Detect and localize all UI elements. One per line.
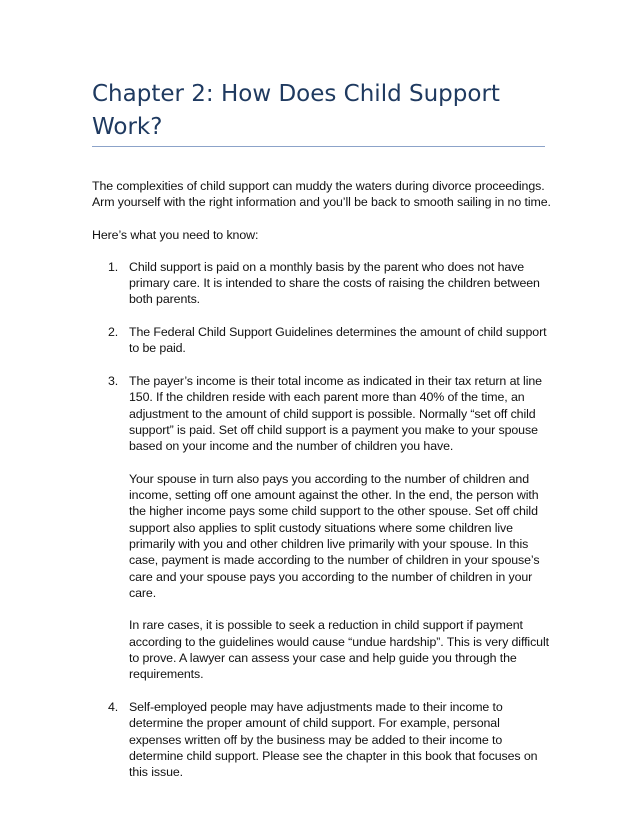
list-item-number: 1. [108, 259, 119, 274]
lead-in-text: Here’s what you need to know: [92, 227, 259, 242]
list-item [92, 324, 552, 357]
chapter-title: Chapter 2: How Does Child Support Work? [92, 81, 500, 140]
list-item-text: In rare cases, it is possible to seek a reduction in child support if payment according to the guidelines would cause “undue hardship”. This is very difficult to prove. A lawyer can assess your case and help guide you through the requirements. [129, 618, 549, 682]
list-item-text: Self-employed people may have adjustments made to their income to determine the proper amount of child support. For example, personal expenses written off by the business may be added to their income to determine child support. Please see the chapter in this book that focuses on this issue. [129, 699, 538, 780]
list-item-text: The payer’s income is their total income as indicated in their tax return at line 150. If the children reside with each parent more than 40% of the time, an adjustment to the amount of child support is possible. Normally “set off child support” is paid. Set off child support is a payment you make to your spouse based on your income and the number of children you have. [129, 373, 542, 454]
list-item-text: Child support is paid on a monthly basis by the parent who does not have primary care. It is intended to share the costs of raising the children between both parents. [129, 259, 540, 307]
list-item [92, 259, 552, 308]
document-body [92, 178, 552, 797]
title-divider [92, 146, 545, 147]
list-item-text: The Federal Child Support Guidelines determines the amount of child support to be paid. [129, 325, 547, 356]
list-item-number: 4. [108, 699, 119, 714]
list-item-number: 3. [108, 373, 119, 388]
intro-paragraph: The complexities of child support can muddy the waters during divorce proceedings. Arm yourself with the right information and you’ll be back to smooth sailing in no time. [92, 179, 551, 210]
list-item-number: 2. [108, 325, 119, 340]
list-item-text: Your spouse in turn also pays you according to the number of children and income, setting off one amount against the other. In the end, the person with the higher income pays some child support to the other spouse. Set off child support also applies to split custody situations where some children live primarily with you and other children live primarily with your spouse. In this case, payment is made according to the number of children in your spouse’s care and your spouse pays you according to the number of children in your care. [129, 471, 540, 600]
numbered-list [92, 259, 552, 781]
list-item [92, 373, 552, 683]
list-item [92, 699, 552, 780]
